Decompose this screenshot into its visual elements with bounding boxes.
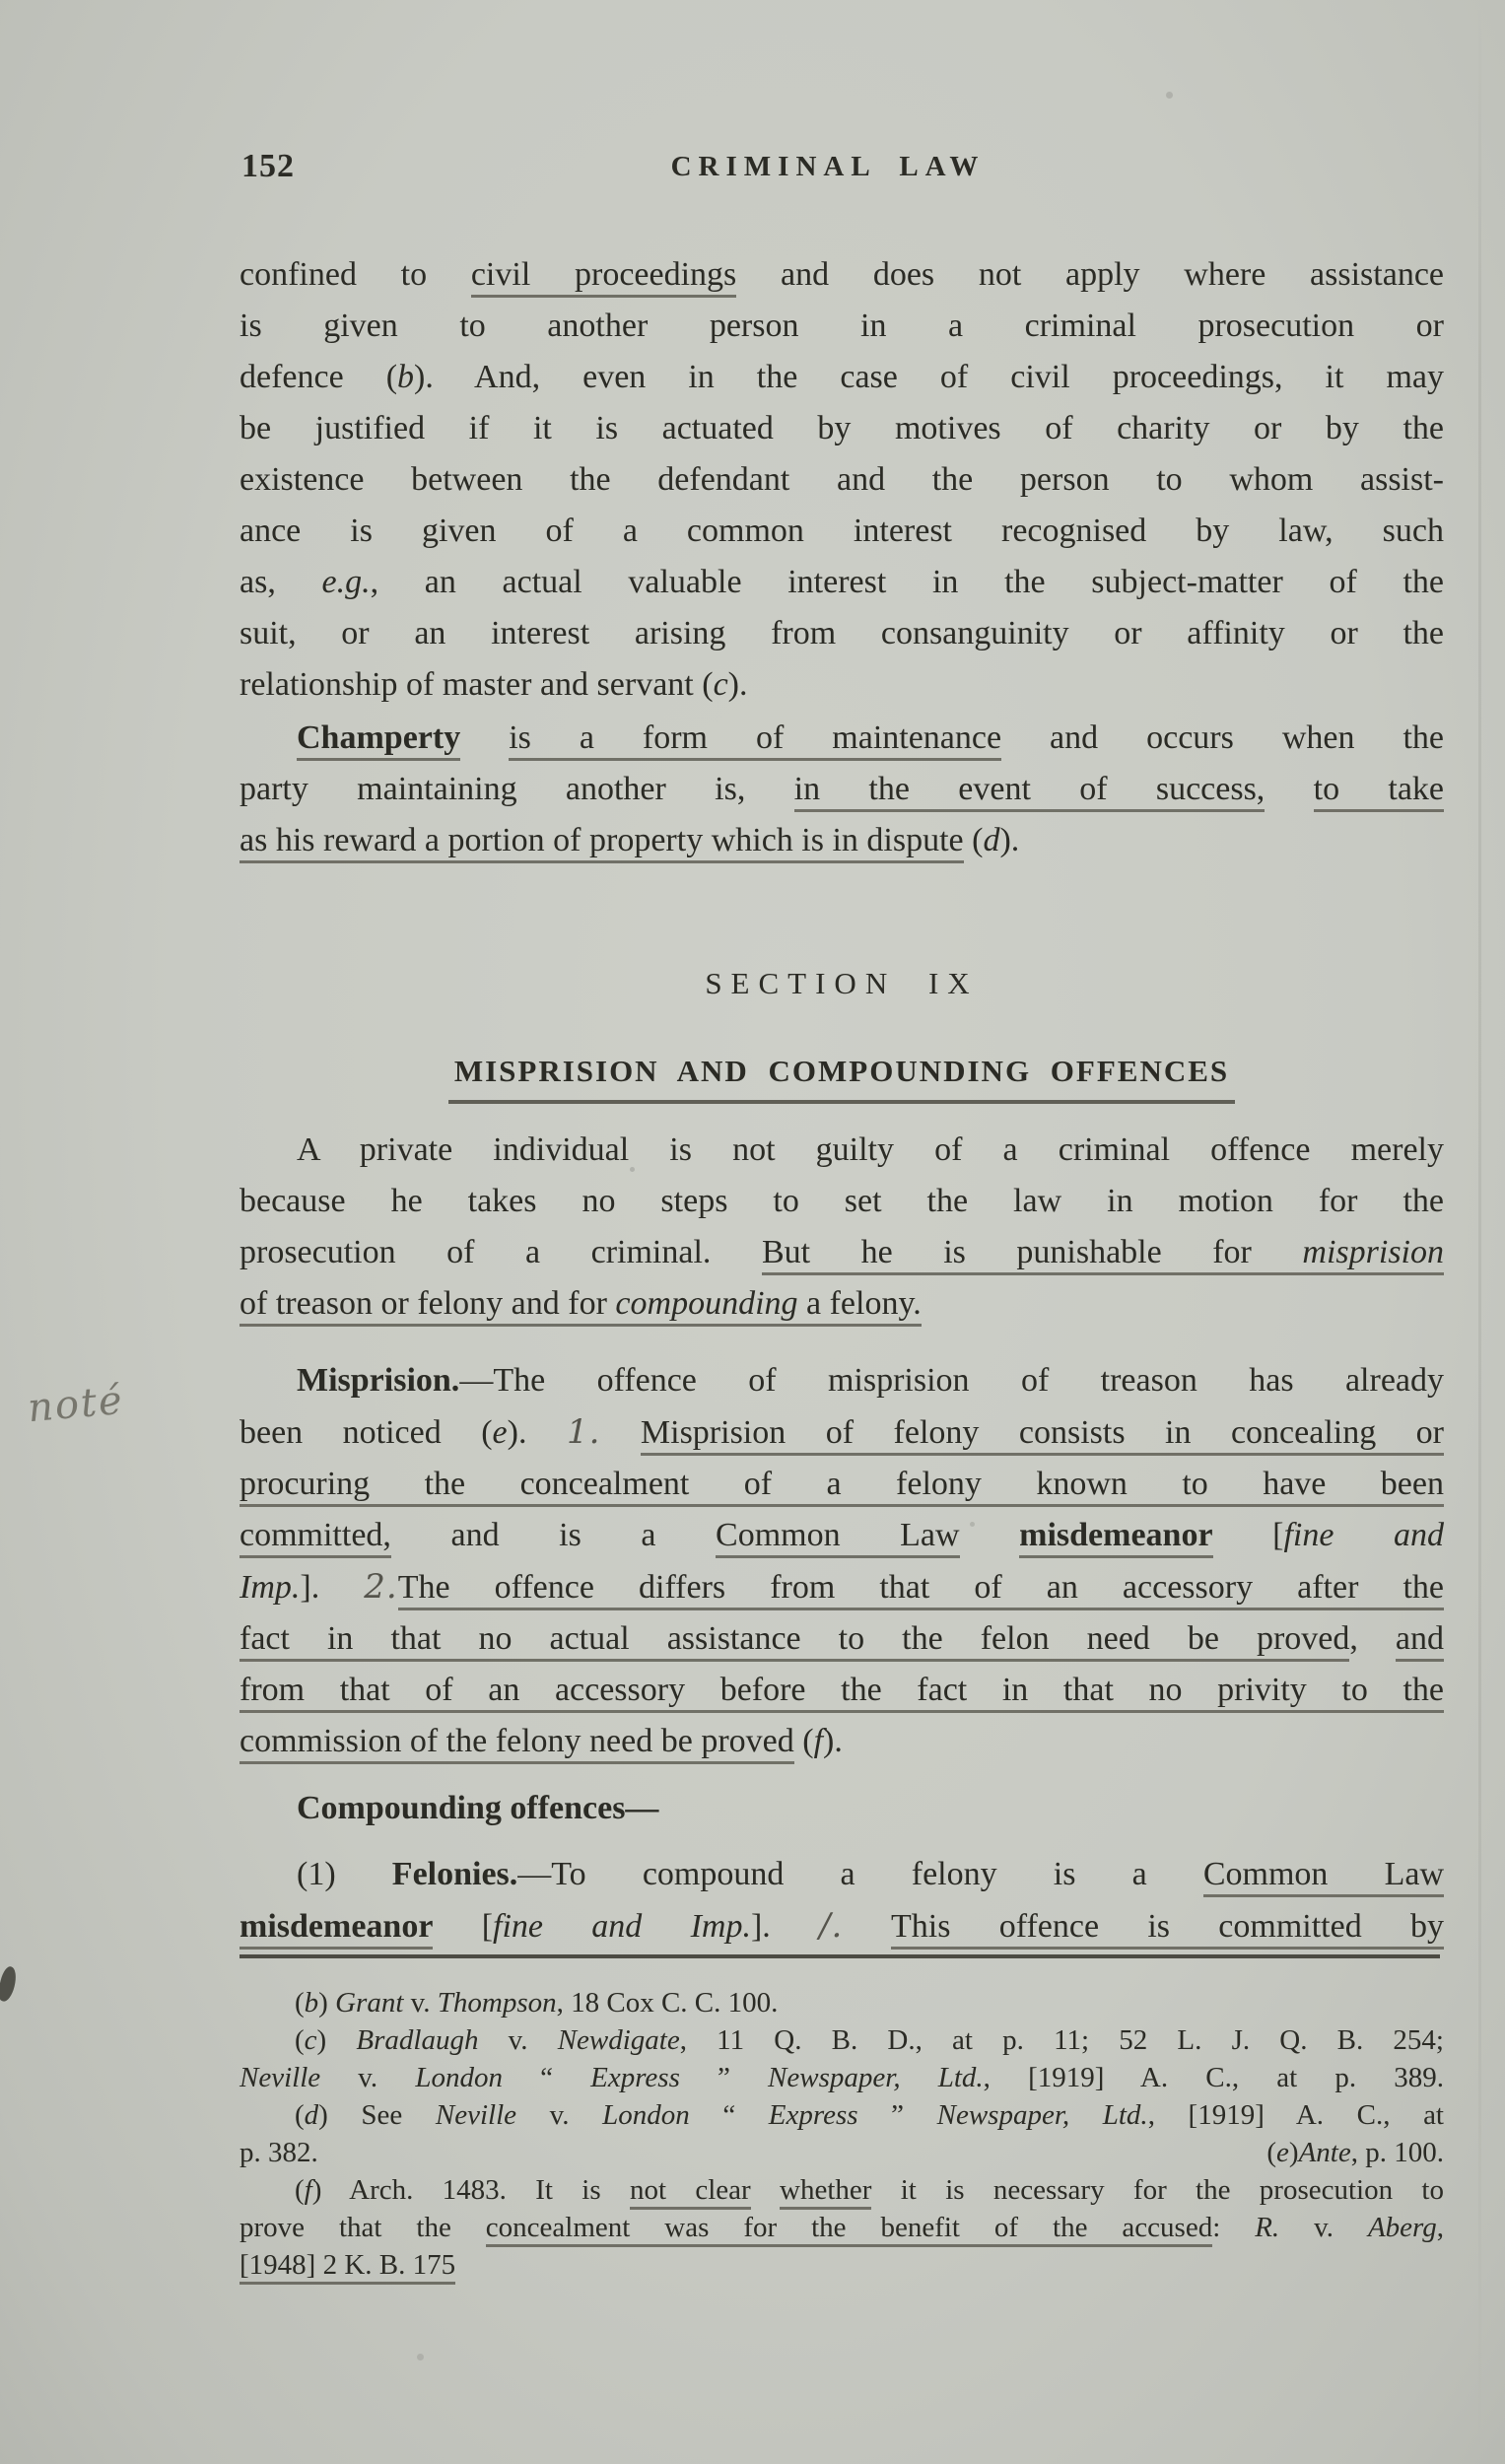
text-segment: Newspaper, Ltd.	[768, 2062, 984, 2093]
underlined-text: committed,	[239, 1517, 391, 1558]
text-segment: Express	[590, 2062, 680, 2093]
text-segment: ).	[999, 822, 1020, 858]
text-segment: ).	[823, 1723, 843, 1759]
text-line	[239, 506, 1444, 557]
text-segment: ”	[679, 2062, 769, 2093]
text-segment: ) Arch. 1483. It is	[311, 2174, 630, 2206]
text-segment	[460, 719, 509, 756]
text-segment: :	[1212, 2212, 1256, 2243]
text-segment: “	[689, 2099, 769, 2131]
text-segment: Neville	[435, 2099, 517, 2131]
footnote-rule	[239, 1954, 1440, 1958]
text-segment: ).	[507, 1414, 567, 1451]
text-segment: e	[492, 1414, 508, 1451]
page-number: 152	[241, 148, 295, 184]
text-line	[239, 1125, 1444, 1176]
underlined-text: But he is punishable for	[762, 1234, 1302, 1275]
underlined-text: misprision	[1302, 1234, 1444, 1275]
text-segment: v.	[403, 1987, 438, 2019]
text-segment: party maintaining another is,	[239, 771, 794, 807]
text-segment: Thompson	[437, 1987, 557, 2019]
text-line	[239, 815, 1444, 866]
text-segment: R.	[1255, 2212, 1280, 2243]
pencil-annotation: 2.	[364, 1567, 398, 1607]
text-segment: , 11 Q. B. D., at p. 11; 52 L. J. Q. B. 254;	[679, 2024, 1444, 2056]
underlined-text: Champerty	[297, 719, 460, 761]
text-segment: (	[1266, 2137, 1277, 2168]
text-segment: c	[713, 666, 728, 703]
text-segment: Aberg	[1367, 2212, 1437, 2243]
text-segment: it is necessary for the prosecution to	[871, 2174, 1444, 2206]
text-segment: (	[295, 2174, 305, 2206]
text-segment: London	[602, 2099, 690, 2131]
text-segment: prove that the	[239, 2212, 486, 2243]
text-segment	[960, 1517, 1020, 1553]
text-segment: Newdigate	[557, 2024, 680, 2056]
text-segment: (	[793, 1723, 814, 1759]
text-segment: v.	[320, 2062, 416, 2093]
text-line	[239, 1716, 1444, 1767]
text-segment: , [1919] A. C., at p. 389.	[983, 2062, 1444, 2093]
underlined-text: misdemeanor	[1019, 1517, 1212, 1558]
text-segment: relationship of master and servant (	[239, 666, 714, 703]
text-line	[239, 764, 1444, 815]
text-segment: and does not apply where assistance	[736, 256, 1445, 293]
text-line	[239, 352, 1444, 403]
text-line	[239, 2246, 1444, 2284]
text-segment: (1)	[297, 1856, 392, 1892]
text-line	[239, 1227, 1444, 1278]
underlined-text: commission of the felony need be proved	[239, 1723, 794, 1764]
text-line	[239, 2209, 1444, 2246]
underlined-text: from that of an accessory before the fact in that no privity to the	[239, 1672, 1444, 1713]
text-line	[239, 301, 1444, 352]
text-segment	[843, 1908, 891, 1945]
text-line	[239, 713, 1444, 764]
text-segment: ,	[1349, 1620, 1396, 1657]
text-column	[239, 148, 1444, 2284]
text-segment: (	[295, 2024, 305, 2056]
underlined-text: is a form of maintenance	[509, 719, 1001, 761]
text-line	[239, 1561, 1444, 1613]
underlined-text: The offence differs from that of an accessory after the	[398, 1569, 1444, 1610]
body-paragraph-felonies	[239, 1849, 1444, 1952]
page-header	[239, 148, 1444, 191]
underlined-text: Common Law	[716, 1517, 960, 1558]
underlined-text: concealment was for the benefit of the accused	[486, 2212, 1212, 2247]
text-segment: Neville	[239, 2062, 321, 2093]
text-segment: b	[397, 359, 415, 395]
underlined-text: Common Law	[1203, 1856, 1444, 1897]
text-segment: and occurs when the	[1001, 719, 1444, 756]
text-segment: [	[1212, 1517, 1284, 1553]
compounding-offences-heading: Compounding offences—	[297, 1790, 659, 1826]
text-line	[239, 557, 1444, 608]
text-line	[239, 1406, 1444, 1459]
text-segment: ].	[750, 1908, 820, 1945]
text-segment: v.	[478, 2024, 558, 2056]
text-segment: ].	[300, 1569, 365, 1606]
section-title-wrap	[239, 1050, 1444, 1104]
text-segment: Express	[768, 2099, 858, 2131]
text-line	[239, 2134, 1444, 2171]
text-segment: [	[433, 1908, 494, 1945]
running-title: CRIMINAL LAW	[670, 151, 986, 182]
text-line	[239, 1900, 1444, 1952]
text-line	[239, 2021, 1444, 2059]
text-segment: ,	[1436, 2212, 1445, 2243]
text-segment: defence (	[239, 359, 398, 395]
text-segment: existence between the defendant and the person to whom assist-	[239, 461, 1444, 498]
text-segment: “	[502, 2062, 591, 2093]
underlined-text: a felony.	[798, 1285, 922, 1327]
text-segment: (	[295, 1987, 305, 2019]
text-segment: Misprision.	[297, 1362, 460, 1399]
text-segment: as,	[239, 564, 322, 600]
text-segment: —To compound a felony is a	[517, 1856, 1203, 1892]
underlined-text: to take	[1314, 771, 1444, 812]
underlined-text: of treason or felony and for	[239, 1285, 615, 1327]
text-segment: e	[1276, 2137, 1289, 2168]
text-segment: c	[304, 2024, 317, 2056]
underlined-text: in the event of success,	[794, 771, 1266, 812]
text-segment: is given to another person in a criminal prosecution or	[239, 308, 1444, 344]
text-segment: p. 382.	[239, 2137, 318, 2168]
text-line	[239, 1984, 1444, 2021]
spacer	[318, 2134, 1267, 2171]
text-segment: ”	[857, 2099, 937, 2131]
text-line	[239, 1849, 1444, 1900]
section-label: SECTION IX	[705, 966, 979, 1000]
text-line	[239, 1355, 1444, 1406]
text-segment: Grant	[335, 1987, 404, 2019]
text-segment: ).	[727, 666, 748, 703]
underlined-text: This offence is committed by	[891, 1908, 1444, 1950]
text-segment: (	[963, 822, 984, 858]
underlined-text: Misprision of felony consists in concealing or	[641, 1414, 1444, 1456]
pencil-annotation: 1.	[566, 1412, 601, 1452]
text-line	[239, 608, 1444, 659]
text-segment: , 18 Cox C. C. 100.	[556, 1987, 779, 2019]
underlined-text: whether	[780, 2174, 871, 2210]
text-segment: f	[304, 2174, 312, 2206]
text-segment: confined to	[239, 256, 471, 293]
pencil-annotation: /.	[819, 1906, 844, 1946]
text-segment: —The offence of misprision of treason has already	[459, 1362, 1444, 1399]
text-line	[239, 1613, 1444, 1665]
text-segment	[1265, 771, 1313, 807]
text-segment: e.g.	[321, 564, 371, 600]
text-segment: d	[304, 2099, 319, 2131]
text-line	[239, 1459, 1444, 1510]
text-segment: )	[318, 1987, 336, 2019]
text-segment: (	[295, 2099, 305, 2131]
text-segment: , [1919] A. C., at	[1147, 2099, 1444, 2131]
text-segment: fine and	[1283, 1517, 1444, 1553]
footnotes	[239, 1984, 1444, 2284]
text-line	[239, 659, 1444, 711]
text-segment: Felonies.	[391, 1856, 518, 1892]
text-segment: fine and Imp.	[493, 1908, 751, 1945]
text-line	[239, 1510, 1444, 1561]
paper-specks	[0, 0, 3, 3]
text-segment: suit, or an interest arising from consanguinity or affinity or the	[239, 615, 1444, 651]
text-segment: prosecution of a criminal.	[239, 1234, 762, 1270]
text-segment: and is a	[390, 1517, 717, 1553]
underlined-text: civil proceedings	[471, 256, 736, 298]
text-segment: Imp.	[239, 1569, 301, 1606]
text-segment: been noticed (	[239, 1414, 493, 1451]
text-segment: )	[1288, 2137, 1299, 2168]
text-segment: v.	[1279, 2212, 1368, 2243]
text-segment: d	[983, 822, 1000, 858]
handwritten-margin-note: noté	[26, 1377, 126, 1432]
text-segment	[600, 1414, 640, 1451]
text-line	[239, 1665, 1444, 1716]
underlined-text: fact in that no actual assistance to the felon need be proved	[239, 1620, 1349, 1662]
text-line	[239, 1278, 1444, 1330]
text-line	[239, 454, 1444, 506]
text-segment: ance is given of a common interest recognised by law, such	[239, 513, 1444, 549]
text-segment: Bradlaugh	[356, 2024, 479, 2056]
underlined-text: procuring the concealment of a felony known to have been	[239, 1466, 1444, 1507]
text-line	[239, 249, 1444, 301]
underlined-text: compounding	[615, 1285, 797, 1327]
text-line	[239, 2171, 1444, 2209]
underlined-text: and	[1396, 1620, 1444, 1662]
text-segment: ). And, even in the case of civil proceedings, it may	[414, 359, 1444, 395]
body-paragraph-maintenance	[239, 249, 1444, 711]
body-paragraph-champerty	[239, 713, 1444, 866]
underlined-text: misdemeanor	[239, 1908, 433, 1950]
underlined-text: not clear	[630, 2174, 751, 2210]
text-segment: , an actual valuable interest in the subject-matter of the	[370, 564, 1444, 600]
body-paragraph-misprision	[239, 1355, 1444, 1767]
section-title: MISPRISION AND COMPOUNDING OFFENCES	[448, 1050, 1235, 1104]
text-segment: ) See	[318, 2099, 436, 2131]
text-segment	[751, 2174, 780, 2206]
text-segment: because he takes no steps to set the law in motion for the	[239, 1183, 1444, 1219]
ink-blot	[0, 1965, 19, 2004]
text-line	[239, 2059, 1444, 2096]
text-line	[239, 1176, 1444, 1227]
text-segment: )	[316, 2024, 357, 2056]
text-segment: Newspaper, Ltd.	[936, 2099, 1148, 2131]
text-line	[239, 403, 1444, 454]
paper-crease	[1478, 0, 1481, 2464]
text-segment: , p. 100.	[1350, 2137, 1444, 2168]
underlined-text: as his reward a portion of property which is in dispute	[239, 822, 964, 863]
text-segment: f	[813, 1723, 824, 1759]
text-segment: A private individual is not guilty of a criminal offence merely	[297, 1131, 1444, 1168]
underlined-text: [1948] 2 K. B. 175	[239, 2249, 455, 2285]
text-segment: v.	[516, 2099, 603, 2131]
text-segment: be justified if it is actuated by motives of charity or by the	[239, 410, 1444, 446]
text-segment: London	[415, 2062, 503, 2093]
text-segment: b	[304, 1987, 319, 2019]
text-line	[239, 2096, 1444, 2134]
body-paragraph-misprision-intro	[239, 1125, 1444, 1330]
text-segment: Ante	[1298, 2137, 1351, 2168]
